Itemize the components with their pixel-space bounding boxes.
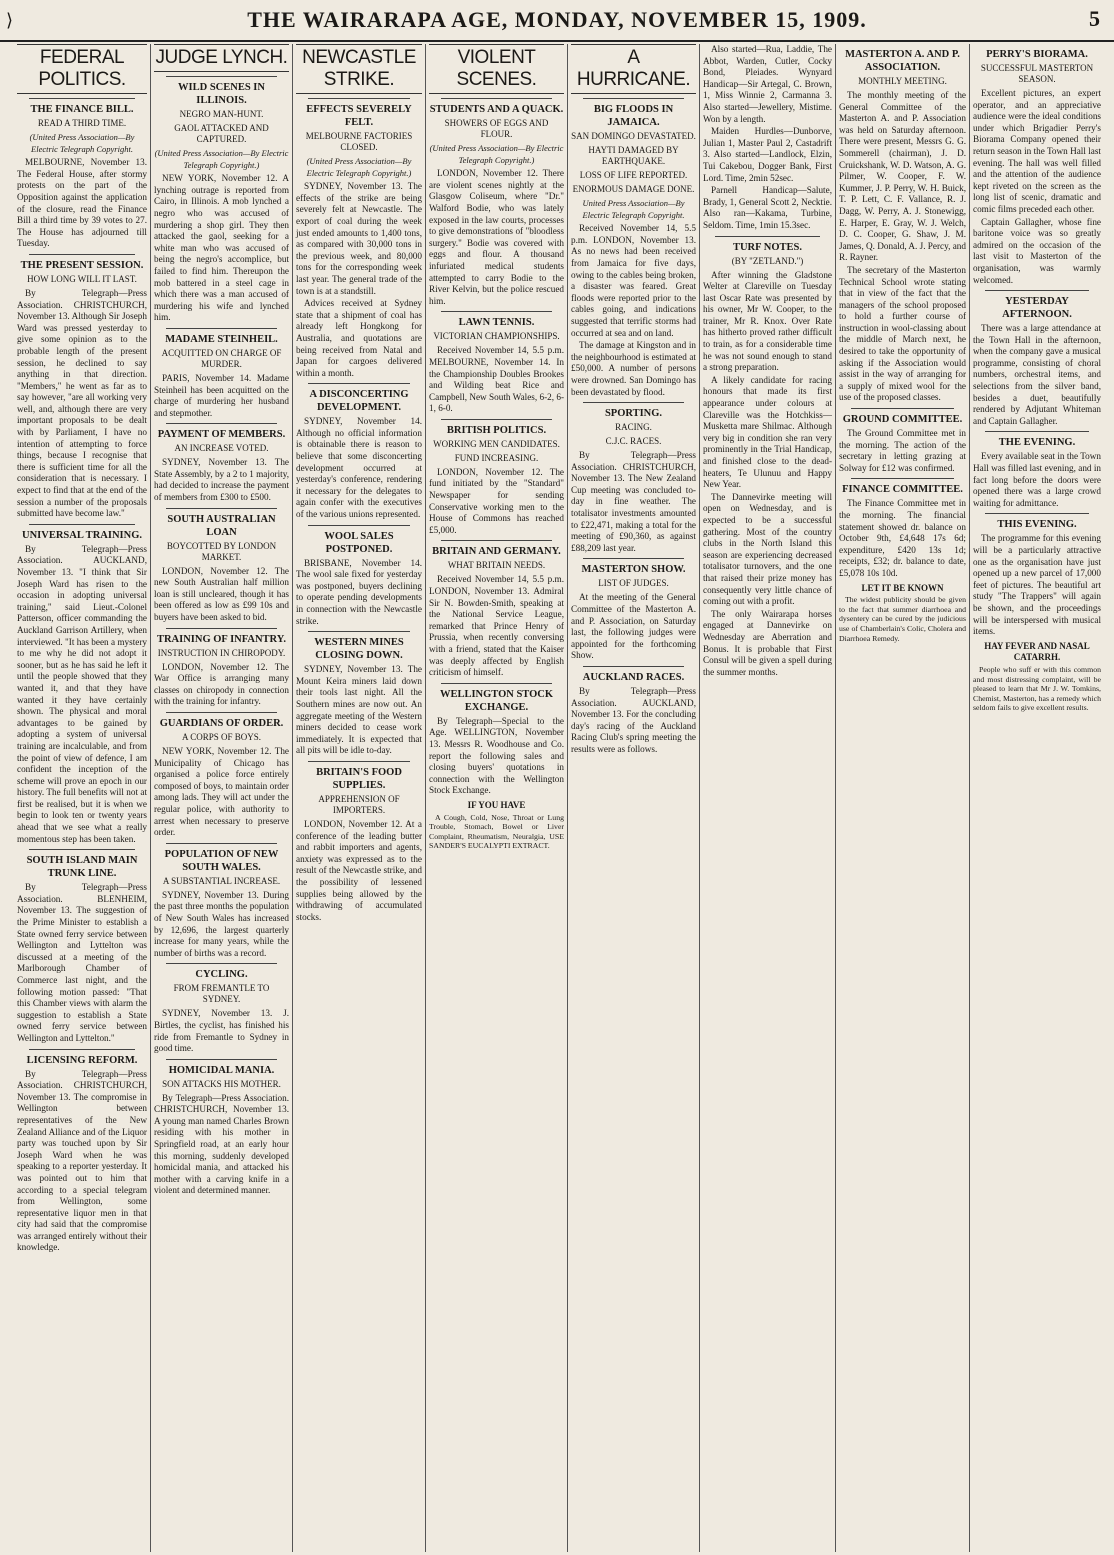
article-paragraph: SYDNEY, November 13. The State Assembly, by a 2 to 1 majority, had decided to increase the payment of members from £300 to £500. [154,457,289,503]
article-paragraph: There was a large attendance at the Town Hall in the afternoon, when the company gave a musical programme, consisting of choral numbers, orchestral items, and selections from the silver band, besides a duet, beautifully rendered by Adjutant Whiteman and Captain Gallagher. [973,323,1101,426]
headline: TURF NOTES. [732,241,803,253]
advert-heading: HAY FEVER AND NASAL CATARRH. [984,640,1090,663]
headline: THE FINANCE BILL. [30,104,134,115]
section-rule [851,478,954,479]
section-rule [308,631,410,632]
subheadline: MONTHLY MEETING. [858,76,947,86]
headline: CYCLING. [195,969,248,981]
section-title: VIOLENT SCENES. [429,44,564,94]
corner-ornament: ⟩ [6,10,14,30]
section-rule [441,540,552,541]
section-rule [29,254,135,255]
section-rule [308,98,410,99]
article-paragraph: LONDON, November 12. The new South Australian half million loan is still uncleared, though it has been offered as low as £99 10s and buyers have been asked to bid. [154,565,289,623]
section-rule [166,963,277,964]
section-rule [985,290,1089,291]
article-paragraph: The programme for this evening will be a particularly attractive one as the organisation have just opened up a new parcel of 17,000 feet of pictures. The beautiful art study "The Trappers" will again be shown, and the proceedings will be interspersed with musical items. [973,533,1101,637]
section-rule [29,849,135,850]
section-rule [985,513,1089,514]
headline: GROUND COMMITTEE. [842,414,963,426]
headline: GUARDIANS OF ORDER. [159,718,284,729]
headline: UNIVERSAL TRAINING. [21,529,142,541]
headline: SPORTING. [604,408,663,420]
headline: TRAINING OF INFANTRY. [156,633,287,645]
page-number: 5 [1089,6,1100,31]
section-rule [29,1049,135,1050]
section-rule [166,712,277,713]
subheadline: NEGRO MAN-HUNT. [179,109,264,119]
headline: A DISCONCERTING DEVELOPMENT. [309,389,409,414]
dateline: (United Press Association—By Electric Telegraph Copyright.) [429,143,564,165]
section-rule [166,1059,277,1060]
subheadline: READ A THIRD TIME. [37,118,127,128]
subheadline: VICTORIAN CHAMPIONSHIPS. [433,331,560,342]
article-paragraph: MELBOURNE, November 13. The Federal House, after stormy protests on the part of the Opposition against the application of the closure, read the Finance Bill a third time by 39 votes to 27. The House has adjourned till Tuesday. [17,157,147,249]
dateline: United Press Association—By Electric Telegraph Copyright. [582,198,685,220]
subheadline: MELBOURNE FACTORIES CLOSED. [305,131,413,152]
advert-heading: LET IT BE KNOWN [861,582,944,593]
headline: POPULATION OF NEW SOUTH WALES. [164,848,279,873]
subheadline: BOYCOTTED BY LONDON MARKET. [166,540,277,562]
article-paragraph: The damage at Kingston and in the neighbourhood is estimated at £50,000. A number of persons were drowned. San Domingo has been devastated by flood. [571,340,696,397]
article-paragraph: Advices received at Sydney state that a shipment of coal has already left Hongkong for Australia, and quotations are being received from Natal and Japan for cargoes delivered within a month. [296,298,422,378]
dateline: (United Press Association—By Electric Telegraph Copyright.) [306,156,412,178]
column-3 [293,44,426,1552]
advert-heading: IF YOU HAVE [467,799,526,810]
subheadline: RACING. [615,422,652,433]
column-4 [426,44,568,1552]
article-paragraph: Parnell Handicap—Salute, Brady, 1, General Scott 2, Necktie. Also ran—Kakama, Turbine, Seldom. Time, 1min 15.3sec. [703,185,832,230]
article-paragraph: The monthly meeting of the General Committee of the Masterton A. and P. Association was held on Saturday afternoon. There were present, Messrs G. G. Sommerell (chairman), J. D. Cruickshank, W. D. Watson, A. G. Pilmer, W. Cooper, F. W. Kummer, J. P. Perry, W. H. Buick, T. P. Lett, C. F. Vallance, R. J. Dagg, W. Perry, A. J. Stonewigg, E. Harper, E. Gray, W. J. Welch, D. C. Cooper, G. Shaw, J. M. James, Q. Donald, A. J. Percy, and R. Rayner. [839,90,966,263]
section-rule [166,423,277,424]
headline: SOUTH AUSTRALIAN LOAN [167,513,276,538]
advert-text: People who suff er with this common and most distressing complaint, will be pleased to learn that Mr J. W. Tomkins, Chemist, Masterton, has a remedy which seldom fails to give excellent results. [973,664,1101,713]
subheadline: LOSS OF LIFE REPORTED. [579,170,688,180]
column-2 [151,44,293,1552]
section-rule [29,98,135,99]
section-rule [308,761,410,762]
article-paragraph: The only Wairarapa horses engaged at Dannevirke on Wednesday are Aberration and Bonus. It is probable that First Consul will be given a spell during the summer months. [703,608,832,677]
article-paragraph: Captain Gallagher, whose fine baritone voice was so greatly admired on the occasion of the last visit to Masterton of the organisation, was warmly welcomed. [973,216,1101,285]
column-1 [14,44,151,1552]
subheadline: LIST OF JUDGES. [598,578,669,589]
headline: WELLINGTON STOCK EXCHANGE. [439,688,554,713]
subheadline: C.J.C. RACES. [605,436,662,447]
subheadline: WORKING MEN CANDIDATES. [433,438,560,449]
column-5 [568,44,700,1552]
section-rule [441,419,552,420]
section-rule [166,328,277,329]
section-rule [715,236,820,237]
section-rule [308,525,410,526]
headline: BRITISH POLITICS. [446,424,547,436]
headline: FINANCE COMMITTEE. [842,484,963,496]
article-paragraph: SYDNEY, November 14. Although no official information is obtainable there is reason to believe that some disconcerting development occurred at yesterday's conference, rendering it necessary for the delegates to again confer with the executives of the various unions represented. [296,416,422,520]
article-paragraph: By Telegraph—Press Association. AUCKLAND, November 13. For the concluding day's racing of the Auckland Racing Club's spring meeting the results were as follows. [571,686,696,754]
article-paragraph: NEW YORK, November 12. The Municipality of Chicago has organised a police force entirely composed of boys, to maintain order among lads. They will act under the regular police, with authority to arrest when necessary to preserve order. [154,746,289,838]
section-rule [583,558,684,559]
section-rule [166,76,277,77]
subheadline: FROM FREMANTLE TO SYDNEY. [173,983,270,1005]
headline: WOOL SALES POSTPONED. [324,530,394,555]
headline: WILD SCENES IN ILLINOIS. [178,82,265,106]
subheadline: AN INCREASE VOTED. [174,443,269,454]
article-paragraph: Maiden Hurdles—Dunborve, Julian 1, Master Paul 2, Castadrift 3. Also started—Landlock, Elzin, Tui Cakebou, Dogger Bank, First Lord. Time, 2min 52sec. [703,126,832,183]
headline: MASTERTON A. AND P. ASSOCIATION. [845,49,960,73]
section-rule [308,383,410,384]
newspaper-title: THE WAIRARAPA AGE, MONDAY, NOVEMBER 15, 1909. [247,7,867,32]
article-paragraph: At the meeting of the General Committee of the Masterton A. and P. Association, on Saturday last, the following judges were appointed for the forthcoming Show. [571,592,696,661]
article-columns [14,44,1104,1552]
column-6 [700,44,836,1552]
subheadline: SUCCESSFUL MASTERTON SEASON. [980,63,1094,84]
section-title: JUDGE LYNCH. [154,44,289,72]
subheadline: (BY "ZETLAND.") [731,255,804,266]
headline: AUCKLAND RACES. [582,672,685,683]
section-rule [583,666,684,667]
section-rule [985,431,1089,432]
headline: YESTERDAY AFTERNOON. [1002,296,1072,321]
article-paragraph: By Telegraph—Press Association. CHRISTCHURCH, November 13. The compromise in Wellington between representatives of the New Zealand Alliance and of the Liquor party was touched upon by Sir Joseph Ward when he was speaking to a reporter yesterday. It was pointed out to him that according to a special telegram from Wellington, some representative liquor men in that city had said that the compromise was arranged entirely without their knowledge. [17,1068,147,1253]
article-paragraph: Received November 14, 5.5 p.m. LONDON, November 13. Admiral Sir N. Bowden-Smith, speaking at the National Service League, remarked that Prince Henry of Prussia, when recently conversing with a friend, stated that the Kaiser was deeply affected by English criticism of himself. [429,574,564,678]
section-rule [29,524,135,525]
advert-text: The widest publicity should be given to the fact that summer diarrhoea and dysentery can be cured by the judicious use of Chamberlain's Colic, Cholera and Diarrhoea Remedy. [839,595,966,643]
article-paragraph: SYDNEY, November 13. J. Birtles, the cyclist, has finished his ride from Fremantle to Sydney in good time. [154,1008,289,1054]
column-7 [836,44,970,1552]
article-paragraph: By Telegraph—Press Association. CHRISTCHURCH, November 13. A young man named Charles Brown residing with his mother in Springfield road, at an early hour this morning, suddenly developed homicidal mania, and attacked his mother with a carving knife in a violent and determined manner. [154,1092,289,1196]
section-rule [851,408,954,409]
headline: THE EVENING. [998,437,1076,449]
article-paragraph: SYDNEY, November 13. The Mount Keira miners laid down their tools last night. All the Southern mines are now out. An aggregate meeting of the Western miners decided to cease work immediately. It is expected that all pits will be idle to-day. [296,664,422,756]
article-paragraph: BRISBANE, November 14. The wool sale fixed for yesterday was postponed, buyers declining to operate pending developments in connection with the Newcastle strike. [296,557,422,626]
subheadline: GAOL ATTACKED AND CAPTURED. [174,123,269,144]
article-paragraph: SYDNEY, November 13. During the past three months the population of New South Wales has increased by 12,696, the largest quarterly increase for many years, while the number of births was a record. [154,889,289,958]
dateline: (United Press Association—By Electric Telegraph Copyright. [29,132,135,154]
headline: PAYMENT OF MEMBERS. [157,429,286,441]
headline: PERRY'S BIORAMA. [986,49,1088,60]
headline: STUDENTS AND A QUACK. [429,104,564,115]
article-paragraph: Received November 14, 5.5 p.m. LONDON, November 13. As no news had been received from Jamaica for five days, owing to the cables being broken, a disaster was feared. Great floods were reported prior to the cables going, and indications suggested that terrific storms had occurred at sea and on land. [571,223,696,338]
section-rule [441,683,552,684]
article-paragraph: A likely candidate for racing honours that made its first appearance under colours at Clareville was the Hotchkiss—Musketta mare Shilmac. Although very big in condition she ran very prominently in the Trial Handicap, and finished close to the dead-heaters, Te Ulunuu and Happy New Year. [703,374,832,490]
article-paragraph: PARIS, November 14. Madame Steinheil has been acquitted on the charge of murdering her husband and stepmother. [154,372,289,418]
article-paragraph: Received November 14, 5.5 p.m. MELBOURNE, November 14. In the Championship Doubles Brookes and Wilding beat Rice and Campbell, New South Wales, 6-2, 6-1, 6-0. [429,345,564,414]
section-title: A HURRICANE. [571,44,696,94]
advert-text: A Cough, Cold, Nose, Throat or Lung Trouble, Stomach, Bowel or Liver Complaint, Rheumatism, Neuralgia, USE SANDER'S EUCALYPTI EXTRACT. [429,812,564,851]
headline: LICENSING REFORM. [26,1054,138,1066]
article-paragraph: SYDNEY, November 13. The effects of the strike are being severely felt at Newcastle. The export of coal during the week just ended amounts to 1,400 tons, as compared with 30,000 tons in the previous week, and 80,000 tons for the corresponding week last year. The general trade of the town is at a standstill. [296,181,422,296]
article-paragraph: By Telegraph—Press Association. CHRISTCHURCH, November 13. Although Sir Joseph Ward was pressed yesterday to give some opinion as to the probable length of the present session, he declined to say anything in that direction. "Members," he went as far as to say however, "are all working very well, and, although there are very important proposals to be dealt with by Parliament, I have no intention of attempting to force things, because I recognise that there is sufficient time for all the consideration that is necessary. I expect to find that at the end of the session a number of the proposals submitted have become law." [17,287,147,519]
section-rule [166,508,277,509]
subheadline: APPREHENSION OF IMPORTERS. [318,793,400,815]
article-paragraph: LONDON, November 12. The War Office is arranging many classes on chiropody in connection with the training for infantry. [154,661,289,707]
article-paragraph: Excellent pictures, an expert operator, and an appreciative audience were the ideal conditions under which Brigadier Perry's Biorama Company opened their return season in the Town Hall last evening. The hall was well filled and the attention of the audience kept riveted on the screen as the long list of scenic, dramatic and comic films preceded each other. [973,88,1101,214]
subheadline: WHAT BRITAIN NEEDS. [447,560,546,571]
headline: LAWN TENNIS. [458,317,535,329]
article-paragraph: LONDON, November 12. At a conference of the leading butter and rabbit importers and agents, anxiety was expressed as to the result of the Newcastle strike, and the possibility of lessened supplies being allowed by the withdrawing of accumulated stocks. [296,818,422,922]
masthead [0,0,1114,42]
headline: BRITAIN AND GERMANY. [432,546,561,558]
article-paragraph: By Telegraph—Press Association. BLENHEIM, November 13. The suggestion of the Prime Minister to establish a State owned ferry service between Wellington and Lyttelton was discussed at a meeting of the Marlborough Chamber of Commerce last night, and the following motion passed: "That this Chamber views with alarm the suggestion to establish a State owned ferry service between Wellington and Lyttelton." [17,882,147,1043]
subheadline: FUND INCREASING. [454,452,539,463]
column-8 [970,44,1104,1552]
subheadline: A CORPS OF BOYS. [181,732,262,742]
article-paragraph: The Finance Committee met in the morning. The financial statement showed dr. balance on October 9th, £4,648 17s 6d; expenditure, £420 13s 1d; receipts, £32; dr. balance to date, £5,078 10s 10d. [839,498,966,578]
article-paragraph: The Ground Committee met in the morning. The action of the secretary in letting grazing at Solway for £12 was confirmed. [839,428,966,473]
article-paragraph: LONDON, November 12. The fund initiated by the "Standard" Newspaper for sending Conservative working men to the House of Commons has reached £5,000. [429,466,564,535]
subheadline: SHOWERS OF EGGS AND FLOUR. [444,118,549,139]
headline: EFFECTS SEVERELY FELT. [306,104,412,128]
dateline: (United Press Association—By Electric Telegraph Copyright.) [154,148,289,170]
article-paragraph: By Telegraph—Special to the Age. WELLINGTON, November 13. Messrs R. Woodhouse and Co. report the following sales and closing buyers' quotations in connection with the Wellington Stock Exchange. [429,715,564,796]
headline: BIG FLOODS IN JAMAICA. [593,104,674,128]
section-rule [166,628,277,629]
subheadline: SON ATTACKS HIS MOTHER. [162,1078,281,1089]
headline: SOUTH ISLAND MAIN TRUNK LINE. [26,855,138,880]
headline: MADAME STEINHEIL. [165,333,278,345]
section-rule [166,843,277,844]
headline: MASTERTON SHOW. [581,564,686,576]
section-rule [441,311,552,312]
article-paragraph: By Telegraph—Press Association. CHRISTCHURCH, November 13. The New Zealand Cup meeting was concluded to-day in fine weather. The totalisator investments amounted to £22,471, making a total for the meeting of £90,360, as against £88,209 last year. [571,450,696,553]
section-rule [583,402,684,403]
article-paragraph: The Dannevirke meeting will open on Wednesday, and is expected to be a successful gathering. Most of the country clubs in the North Island this season are experiencing decreased totalisator turnovers, and the one that raised their prize money has consequently very little chance of coming out with a profit. [703,491,832,607]
headline: THE PRESENT SESSION. [20,259,144,271]
subheadline: SAN DOMINGO DEVASTATED. [571,131,696,141]
article-paragraph: After winning the Gladstone Welter at Clareville on Tuesday last Oscar Rate was presented by his owner, Mr W. Cooper, to the trainer, Mr R. Knox. Over Rate has hitherto proved rather difficult to train, as for a considerable time he was not sound enough to stand a strong preparation. [703,269,832,373]
headline: WESTERN MINES CLOSING DOWN. [314,637,404,662]
article-paragraph: LONDON, November 12. There are violent scenes nightly at the Glasgow Coliseum, where "Dr." Walford Bodie, who was lately exposed in the law courts, processes to give demonstrations of "bloodless surgery." Bodie was covered with eggs and flour. A thousand infuriated medical students attempted to carry Bodie to the River Kelvin, but the police rescued him. [429,168,564,306]
headline: HOMICIDAL MANIA. [168,1064,275,1076]
section-title: NEWCASTLE STRIKE. [296,44,422,94]
article-paragraph: NEW YORK, November 12. A lynching outrage is reported from Cairo, in Illinois. A mob lynched a negro who was accused of murdering a shop girl. They then attacked the gaol, seeking for a white man who was accused of being the negro's accomplice, but failed to find him. Thereupon the mob battered in a steel cage in which there was a man accused of murdering his wife and lynched him. [154,173,289,323]
subheadline: INSTRUCTION IN CHIROPODY. [157,647,286,658]
article-paragraph: Every available seat in the Town Hall was filled last evening, and in fact long before the doors were opened there was a large crowd waiting for admittance. [973,451,1101,508]
headline: BRITAIN'S FOOD SUPPLIES. [316,766,402,791]
article-paragraph: The secretary of the Masterton Technical School wrote stating that in view of the fact that the managers of the school proposed to hold a further course of instruction in wool-classing about the middle of March next, he desired to take the opportunity of asking if the Association would assist in the way of arranging for a supply of mixed wool for the use of the proposed classes. [839,264,966,403]
subheadline: A SUBSTANTIAL INCREASE. [162,875,281,886]
subheadline: HOW LONG WILL IT LAST. [27,273,137,284]
article-paragraph: Also started—Rua, Laddie, The Abbot, Warden, Cutler, Cocky Bond, Pleiades. Wynyard Handicap—Sir Artegal, C. Brown, 1, Miss Winnie 2, Carmanna 3. Also started—Jewellery, Mistime. Won by a length. [703,44,832,124]
subheadline: HAYTI DAMAGED BY EARTHQUAKE. [588,145,679,166]
subheadline: ENORMOUS DAMAGE DONE. [572,184,695,194]
section-title: FEDERAL POLITICS. [17,44,147,94]
section-rule [441,98,552,99]
article-paragraph: By Telegraph—Press Association. AUCKLAND, November 13. "I think that Sir Joseph Ward has risen to the occasion in adopting universal training," said Lieut.-Colonel Patterson, officer commanding the Auckland Garrison Artillery, when interviewed. "It has been a mystery to me why he did not adopt it sooner, but as he has said he left it until the people showed that they wanted it, and that they have wanted it they have certainly shown. The physical and moral advantages to be gained by adopting a system of universal training are incalculable, and from the point of view of defence, I am confident the inception of the scheme will prove an epoch in our history. The full benefits will not at first be realised, but it is when we begin to look ten or twenty years ahead that we see what a really momentous step has been taken. [17,543,147,844]
section-rule [583,98,684,99]
headline: THIS EVENING. [997,519,1077,531]
subheadline: ACQUITTED ON CHARGE OF MURDER. [161,347,282,369]
